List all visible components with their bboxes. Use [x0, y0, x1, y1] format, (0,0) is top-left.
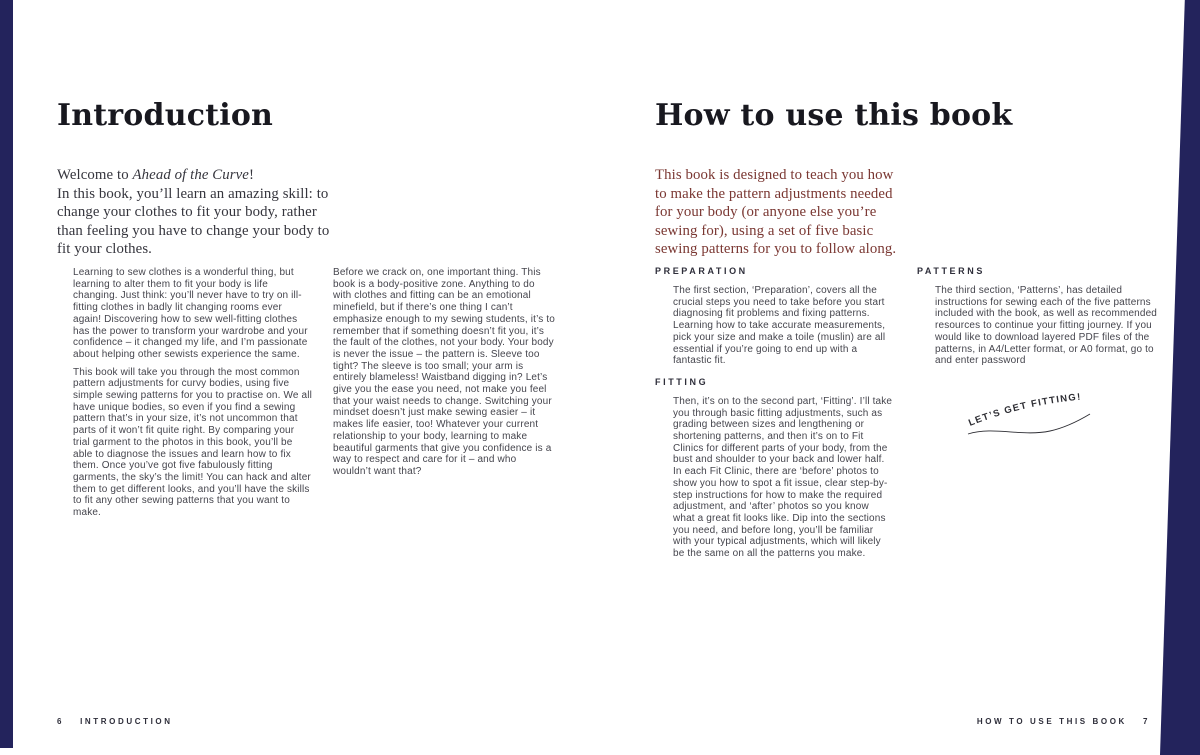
handwritten-arc-graphic: [966, 389, 1092, 439]
section-heading-fitting: FITTING: [655, 376, 709, 387]
section-fitting: [655, 377, 893, 560]
footer-right: [890, 717, 1150, 726]
book-title-italic: Ahead of the Curve: [132, 167, 249, 183]
lede-text-pre: Welcome to: [57, 167, 133, 183]
section-body: The first section, ‘Preparation’, covers all the crucial steps you need to take before you start diagnosing fit problems and fixing patterns. Learning how to take accurate measurements, pick your size and make a toile (muslin) are all essential if you’re going to end up with a fantastic fit.: [673, 285, 886, 367]
page-title-how-to-use: How to use this book: [655, 98, 1013, 133]
body-paragraph: Before we crack on, one important thing. This book is a body-positive zone. Anything to do with clothes and fitting can be an emotional minefield, but if there’s one thing I can’t emphasize enough to my sewing students, it’s to remember that if something doesn’t fit you, it’s the fault of the clothes, not your body. Your body is never the issue – the pattern is. Sleeve too tight? The sleeve is too small; your arm is entirely blameless! Waistband digging in? Let’s give you the ease you need, not make you feel that your waist needs to change. Switching your mindset doesn’t just make sewing easier – it makes life easier, too! Whatever your current relationship to your body, learning to make beautiful garments that give you confidence is a way to respect and care for it – and who wouldn’t want that?: [333, 267, 555, 477]
section-heading-preparation: PREPARATION: [655, 266, 748, 276]
body-paragraph: This book will take you through the most common pattern adjustments for curvy bodies, using five simple sewing patterns for you to practise on. We all have unique bodies, so even if you find a sewing pattern that’s in your size, it’s not uncommon that parts of it won’t fit quite right. By comparing your trial garment to the photos in this book, you’ll be able to diagnose the issues and learn how to fix them. Once you’ve got five fabulously fitting garments, the sky’s the limit! You can hack and alter them to get different looks, and you’ll have the skills to fit any other sewing patterns that you want to make.: [73, 366, 312, 519]
svg-text:LET’S GET FITTING!: [967, 392, 1082, 429]
page-number-right: 7: [1142, 717, 1150, 726]
footer-left: [57, 717, 173, 726]
section-preparation: [655, 266, 893, 367]
section-body: The third section, ‘Patterns’, has detailed instructions for sewing each of the five patterns included with the book, as well as recommended resources to continue your fitting journey. If you would like to download layered PDF files of the patterns, in A4/Letter format, or A0 format, go to: [935, 285, 1158, 355]
body-paragraph: Learning to sew clothes is a wonderful thing, but learning to alter them to fit your body is life changing. Just think: you’ll never have to try on ill-fitting clothes in badly lit changing rooms ever again! Discovering how to sew well-fitting clothes has the power to transform your wardrobe and your confidence – it changed my life, and I’m passionate about helping other sewists experience the same.: [73, 267, 308, 360]
page-title-introduction: Introduction: [57, 98, 274, 133]
running-head-left: INTRODUCTION: [80, 717, 173, 726]
stamp-text: LET’S GET FITTING!: [967, 391, 1083, 429]
how-to-use-lede: This book is designed to teach you how to make the pattern adjustments needed for your body (or anyone else you’re sewing for), using a set of five basic sewing patterns for you to follow along.: [655, 167, 897, 258]
lede-text-rest: In this book, you’ll learn an amazing skill: to change your clothes to fit your body, rather than feeling you have to change your body to fit your clothes.: [57, 185, 330, 258]
sections-column-2: [917, 266, 1159, 377]
page-number-left: 6: [57, 717, 65, 726]
cover-edge-left: [0, 0, 13, 748]
introduction-column-2: [333, 267, 555, 484]
introduction-column-1: [73, 267, 312, 525]
lede-text-excl: !: [248, 167, 254, 183]
section-heading-patterns: PATTERNS: [917, 266, 985, 276]
sections-column-1: [655, 266, 893, 570]
section-body: Then, it’s on to the second part, ‘Fitting’. I’ll take you through basic fitting adjustments, such as grading between sizes and lengthening or shortening patterns, and then it’s on to Fit Clinics for different parts of your body, from the bust and shoulder to your back and lower half. In each Fit Clinic, there are ‘before’ photos to show you how to spot a fit issue, clear step-by-step instructions for how to make the required adjustment, and ‘after’ photos so you know what a great fit looks like. Dip into the sections you need, and before long, you’ll be familiar with your typical adjustments, which will likely be the same on all the patterns you make.: [673, 395, 893, 560]
lets-get-fitting-flourish: [966, 389, 1092, 444]
section-body-password-line: and enter password: [935, 355, 1026, 367]
introduction-lede: [57, 166, 342, 259]
cover-edge-right: [1160, 0, 1200, 755]
section-patterns: [917, 266, 1159, 367]
running-head-right: HOW TO USE THIS BOOK: [976, 717, 1127, 726]
